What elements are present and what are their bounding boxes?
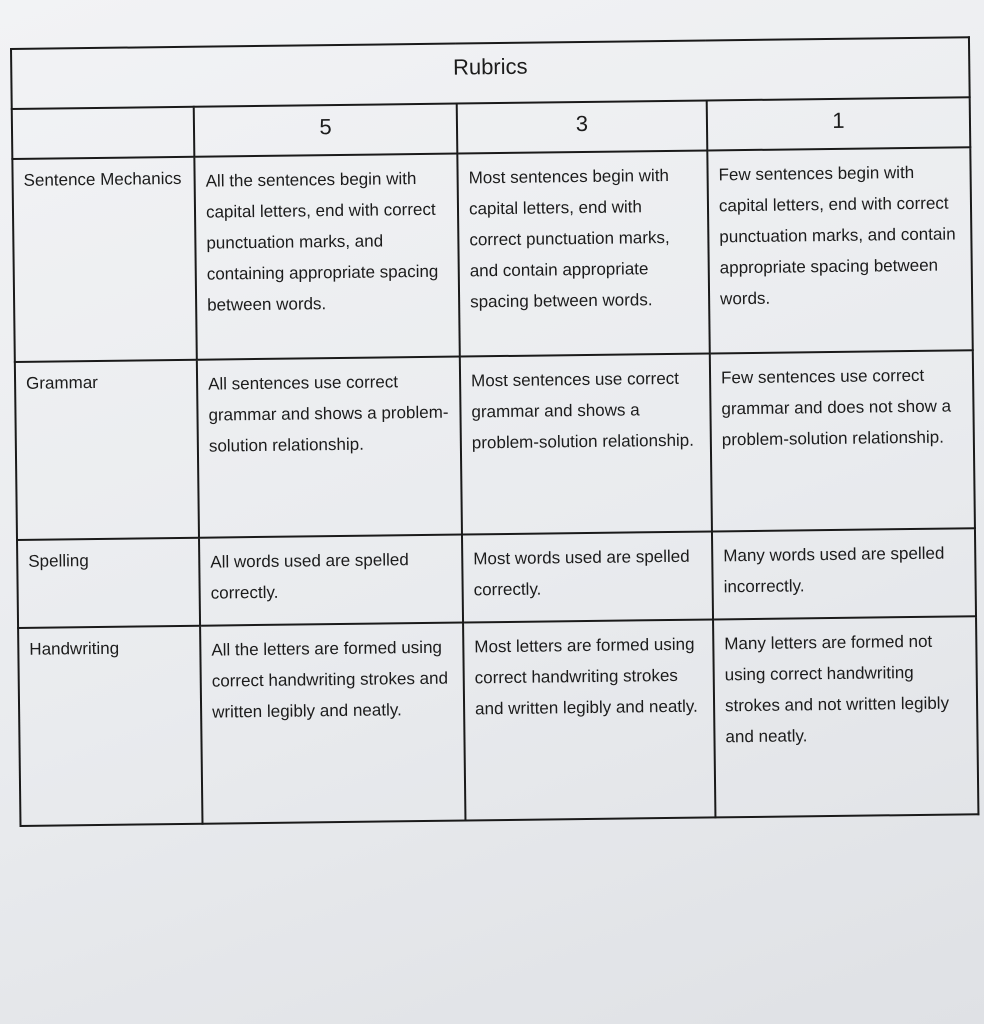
criterion-cell: Spelling: [17, 538, 200, 628]
table-row: [18, 616, 978, 826]
score-1-cell: Few sentences use correct grammar and does not show a problem-solution relationship.: [710, 350, 975, 531]
score-1-cell: Many words used are spelled incorrectly.: [712, 528, 976, 619]
criterion-cell: Handwriting: [18, 626, 202, 826]
rubric-title: Rubrics: [11, 37, 970, 109]
header-score-5: 5: [194, 104, 458, 157]
score-5-cell: All the letters are formed using correct handwriting strokes and written legibly and neatly.: [200, 623, 465, 824]
header-criteria: [12, 107, 195, 159]
score-3-cell: Most letters are formed using correct handwriting strokes and written legibly and neatly.: [463, 619, 715, 820]
table-row: [15, 350, 975, 540]
table-row: [12, 147, 972, 362]
score-3-cell: Most words used are spelled correctly.: [462, 531, 713, 622]
score-1-cell: Many letters are formed not using correct handwriting strokes and not written legibly and neatly.: [713, 616, 978, 817]
rubric-table: [10, 36, 979, 827]
table-row: [17, 528, 976, 628]
score-5-cell: All words used are spelled correctly.: [199, 535, 463, 626]
criterion-cell: Sentence Mechanics: [12, 157, 196, 362]
criterion-cell: Grammar: [15, 360, 199, 540]
header-score-1: 1: [707, 97, 971, 150]
score-3-cell: Most sentences begin with capital letters, end with correct punctuation marks, and contain appropriate spacing between words.: [457, 150, 709, 356]
score-5-cell: All the sentences begin with capital letters, end with correct punctuation marks, and containing appropriate spacing between words.: [194, 154, 459, 360]
score-3-cell: Most sentences use correct grammar and shows a problem-solution relationship.: [460, 353, 712, 534]
header-score-3: 3: [457, 100, 708, 153]
score-5-cell: All sentences use correct grammar and shows a problem-solution relationship.: [197, 357, 462, 538]
score-1-cell: Few sentences begin with capital letters, end with correct punctuation marks, and contain appropriate spacing between words.: [707, 147, 972, 353]
